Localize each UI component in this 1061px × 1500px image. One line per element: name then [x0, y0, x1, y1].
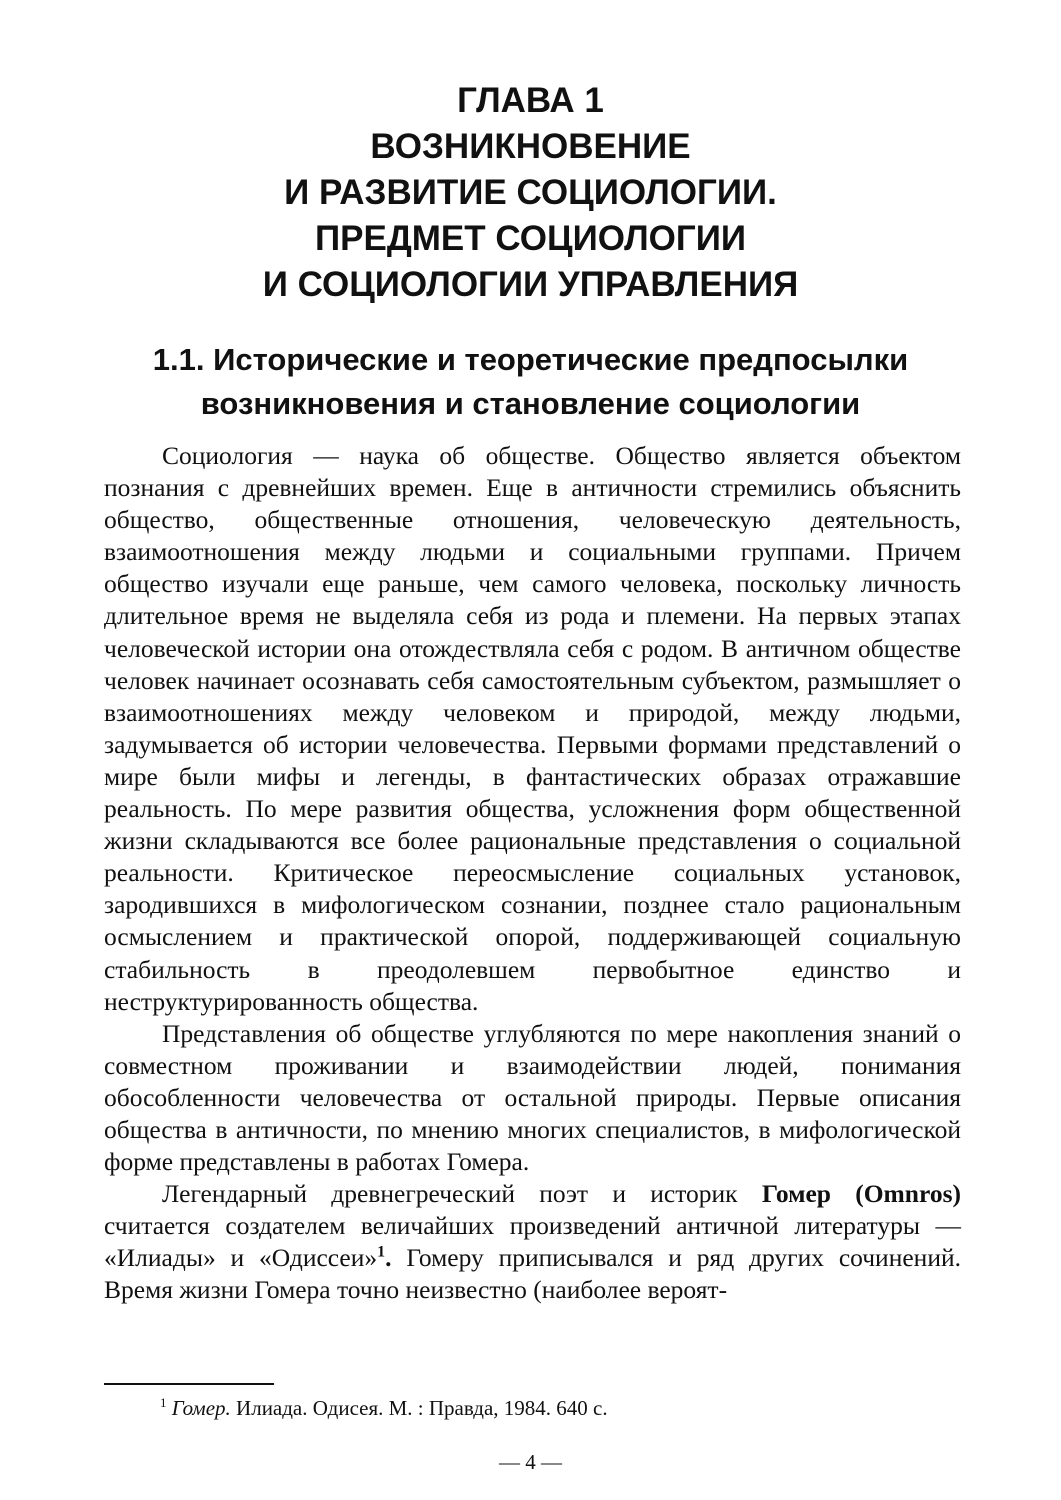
paragraph-2: Представления об обществе углубляются по мере накопления знаний о совместном проживании и взаимодействии людей, понимания обособленности человечества от остальной природы. Первые описания общества в античности, по мнению многих специалистов, в мифологической форме представлены в работах Гомера.: [104, 1018, 961, 1177]
chapter-title-line: И РАЗВИТИЕ СОЦИОЛОГИИ.: [284, 173, 777, 212]
chapter-title-line: ПРЕДМЕТ СОЦИОЛОГИИ: [314, 219, 747, 258]
paragraph-3-lead: Легендарный древнегреческий поэт и историк: [162, 1179, 762, 1209]
footnote-reference: 1: [377, 1243, 386, 1261]
footnote: [160, 1395, 960, 1421]
footnote-divider: [104, 1383, 274, 1385]
footnote-number: 1: [160, 1395, 167, 1410]
footnote-text: Илиада. Одисея. М. : Правда, 1984. 640 с.: [230, 1396, 608, 1420]
chapter-title: [0, 78, 1061, 308]
paragraph-1: Социология — наука об обществе. Общество является объектом познания с древнейших времен. Еще в античности стремились объяснить общество, общественные отношения, человеческую деятельность, взаимоотношения между людьми и социальными группами. Причем общество изучали еще раньше, чем самого человека, поскольку личность длительное время не выделяла себя из рода и племени. На первых этапах человеческой истории она отождествляла себя с родом. В античном обществе человек начинает осознавать себя самостоятельным субъектом, размышляет о взаимоотношениях между человеком и природой, между людьми, задумывается об истории человечества. Первыми формами представлений о мире были мифы и легенды, в фантастических образах отражавшие реальность. По мере развития общества, усложнения форм общественной жизни складываются все более рациональные представления о социальной реальности. Критическое переосмысление социальных установок, зародившихся в мифологическом сознании, позднее стало рациональным осмыслением и практической опорой, поддерживающей социальную стабильность в преодолевшем первобытное единство и неструктурированность общества.: [104, 441, 961, 1016]
paragraph-3-tail: Гомеру приписывался и ряд других сочинений. Время жизни Гомера точно неизвестно (наиболее вероят-: [104, 1243, 961, 1305]
page-number: — 4 —: [499, 1450, 562, 1474]
section-heading-line: 1.1. Исторические и теоретические предпосылки: [152, 342, 909, 377]
homer-name: Гомер (Omnros): [761, 1179, 962, 1209]
footnote-author: Гомер.: [171, 1396, 231, 1420]
paragraph-3-dot: .: [385, 1243, 392, 1273]
body-text: [104, 440, 961, 1307]
section-heading-line: возникновения и становление социологии: [200, 386, 861, 421]
paragraph-3: [104, 1178, 961, 1306]
chapter-title-line: ГЛАВА 1: [457, 81, 604, 120]
paragraph-3-mid: считается создателем величайших произведений античной литературы — «Илиады» и «Одиссеи»: [104, 1211, 961, 1273]
chapter-title-line: И СОЦИОЛОГИИ УПРАВЛЕНИЯ: [262, 265, 799, 304]
section-heading: [0, 338, 1061, 426]
chapter-title-line: ВОЗНИКНОВЕНИЕ: [370, 127, 691, 166]
